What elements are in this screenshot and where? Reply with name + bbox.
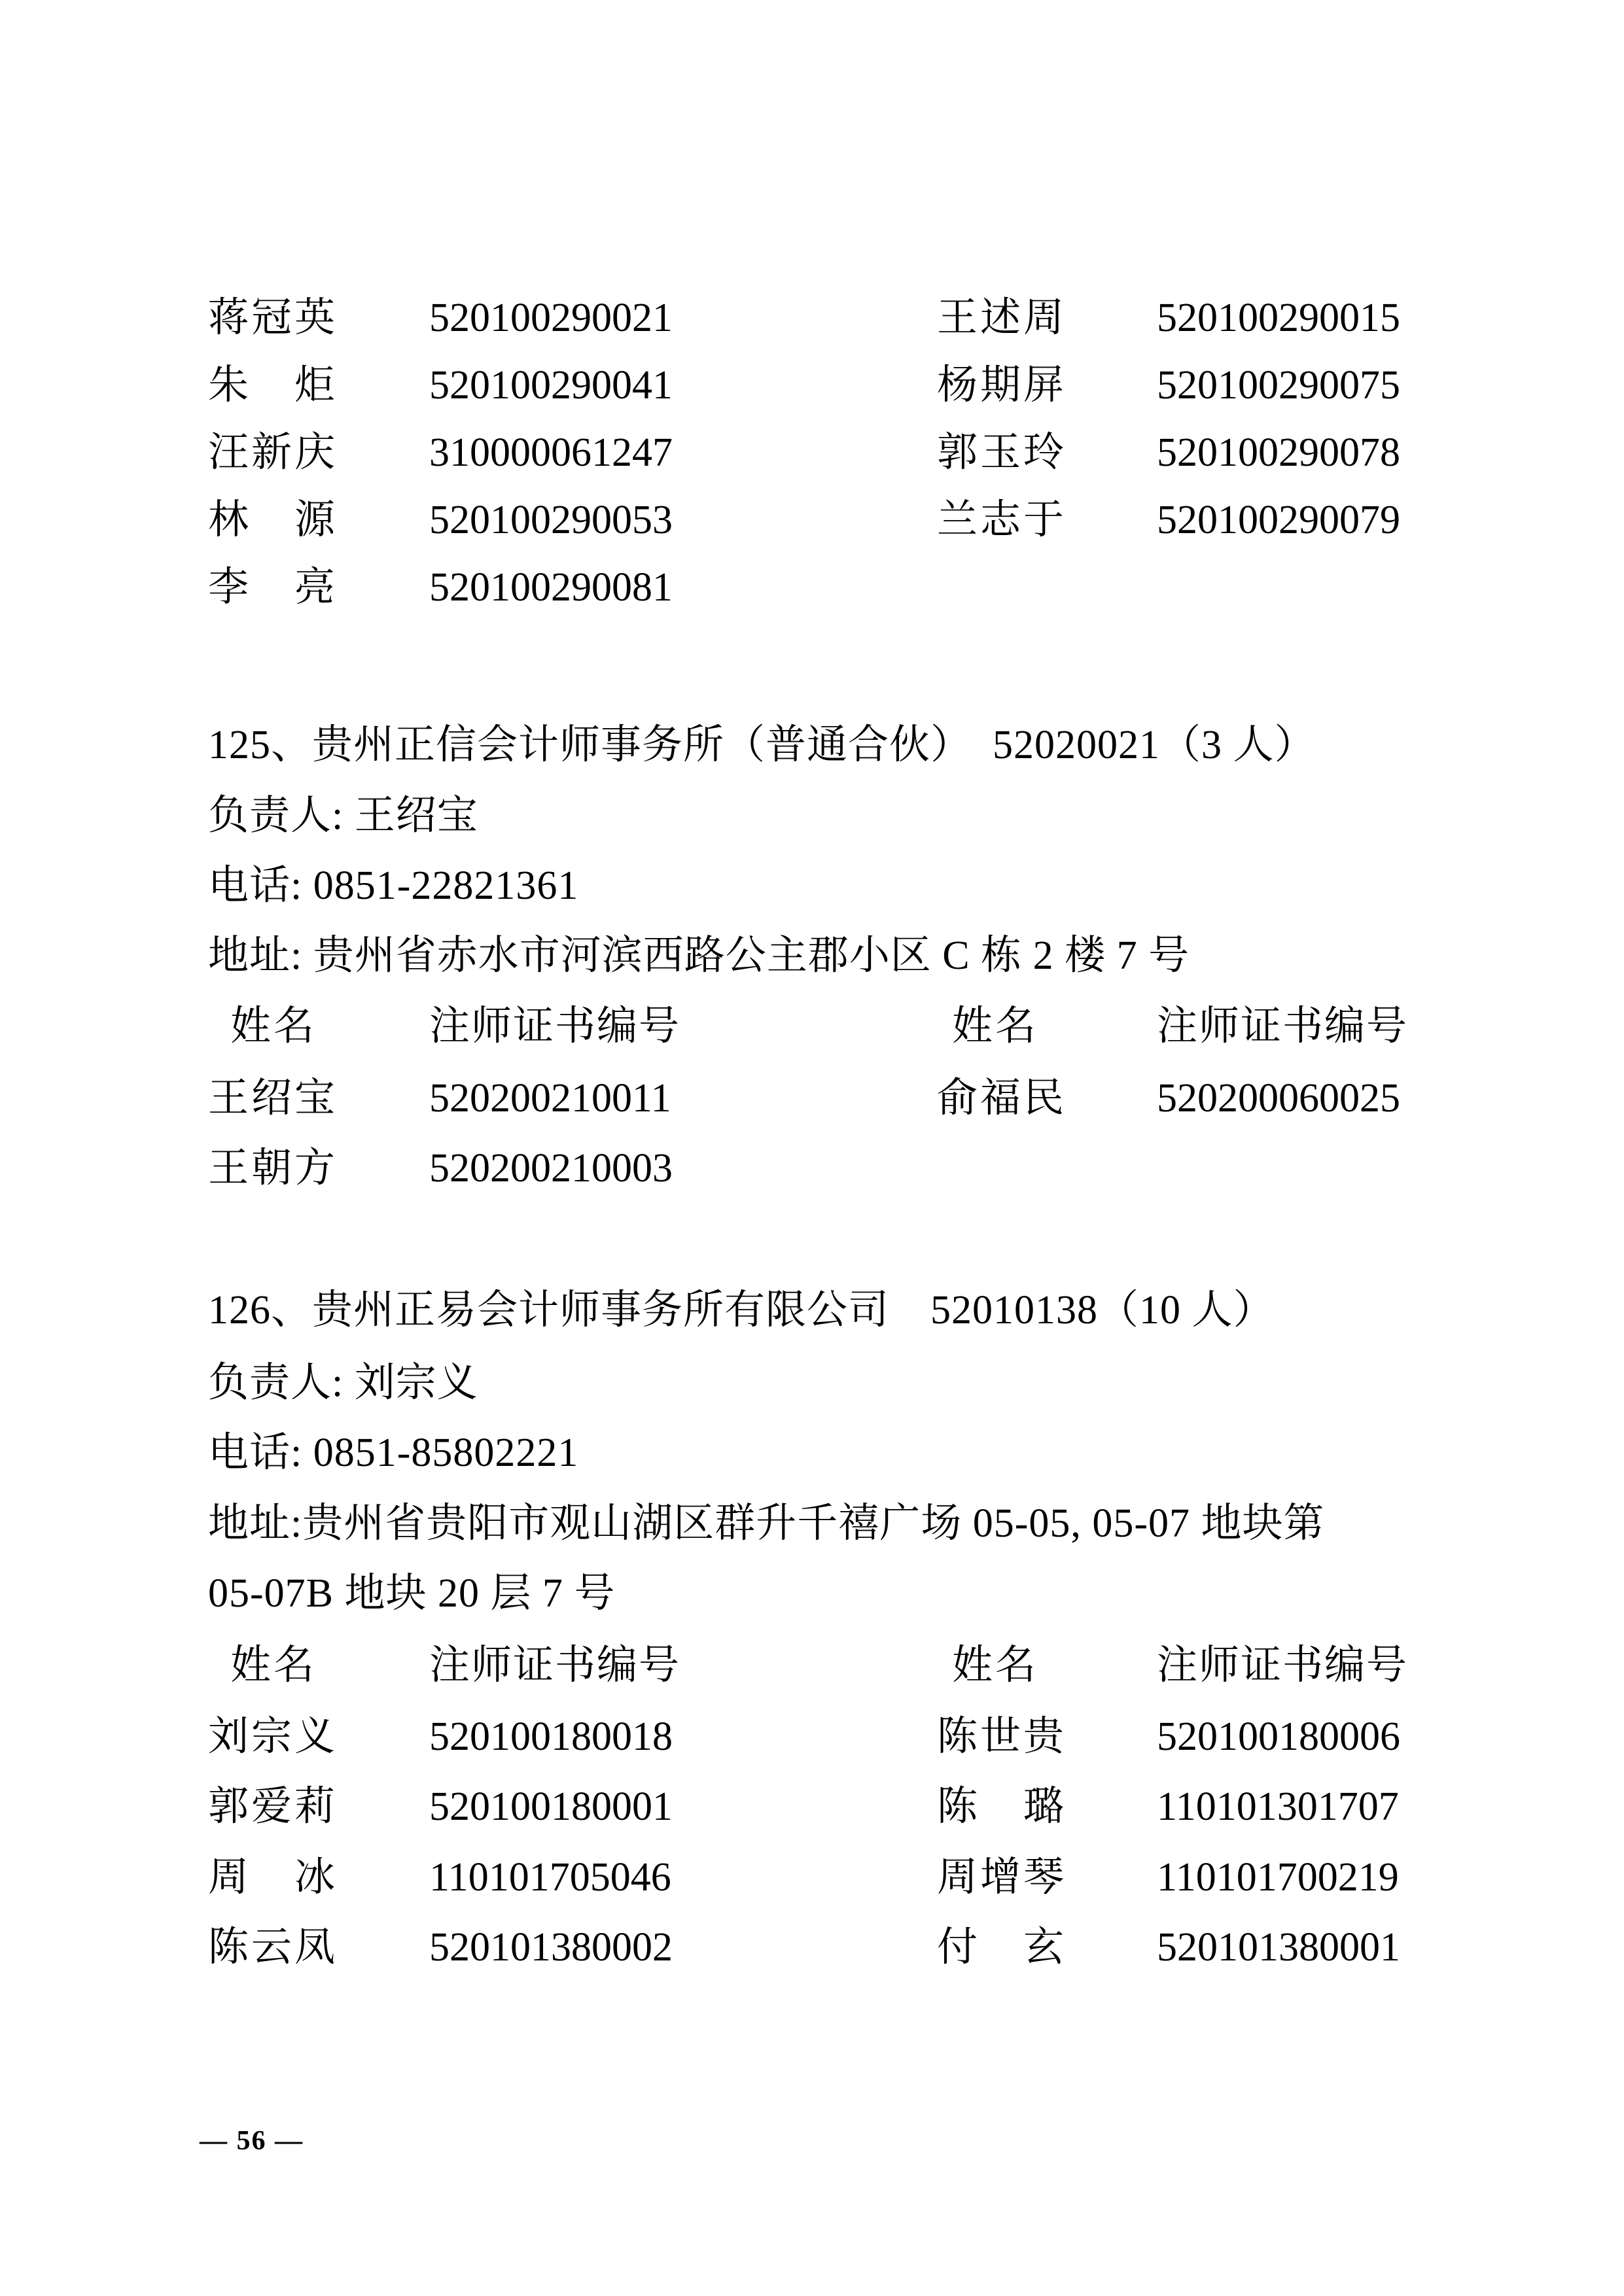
member-name: 陈世贵 [937, 1714, 1067, 1759]
table-header-row [0, 1006, 1624, 1058]
section-address-continued: 05-07B 地块 20 层 7 号 [208, 1571, 616, 1616]
column-header-name: 姓名 [952, 1004, 1039, 1049]
member-cert-no: 520101380002 [429, 1925, 673, 1970]
section-address: 地址:贵州省贵阳市观山湖区群升千禧广场 05-05, 05-07 地块第 [208, 1501, 1325, 1546]
column-header-name: 姓名 [952, 1643, 1039, 1688]
table-header-row [0, 1645, 1624, 1697]
member-cert-no: 520100290015 [1157, 296, 1400, 340]
table-row [0, 1078, 1624, 1130]
table-row [0, 567, 1624, 619]
table-row [0, 432, 1624, 485]
member-name: 刘宗义 [208, 1714, 338, 1759]
member-cert-no: 520100180006 [1157, 1714, 1400, 1759]
member-name: 王绍宝 [208, 1076, 338, 1121]
member-cert-no: 520200210011 [429, 1076, 671, 1121]
table-row [0, 1148, 1624, 1200]
member-name: 周增琴 [937, 1855, 1067, 1900]
page-number: — 56 — [200, 2126, 304, 2156]
member-name: 兰志于 [937, 498, 1067, 542]
table-row [0, 1716, 1624, 1769]
column-header-cert-no: 注师证书编号 [429, 1643, 681, 1688]
member-name: 郭玉玲 [937, 430, 1067, 475]
member-cert-no: 520200060025 [1157, 1076, 1400, 1121]
member-cert-no: 520100290041 [429, 363, 673, 408]
section-manager: 负责人: 刘宗义 [208, 1361, 478, 1405]
member-name: 付 玄 [937, 1925, 1067, 1970]
member-name: 郭爱莉 [208, 1784, 338, 1829]
member-cert-no: 310000061247 [429, 430, 673, 475]
member-cert-no: 110101705046 [429, 1855, 671, 1900]
member-cert-no: 110101700219 [1157, 1855, 1399, 1900]
member-cert-no: 520100290079 [1157, 498, 1400, 542]
section-title: 125、贵州正信会计师事务所（普通合伙） 52020021（3 人） [208, 723, 1316, 767]
table-row [0, 1927, 1624, 1979]
member-name: 周 冰 [208, 1855, 338, 1900]
member-name: 林 源 [208, 498, 338, 542]
member-name: 朱 炬 [208, 363, 338, 408]
member-cert-no: 520100180018 [429, 1714, 673, 1759]
table-row [0, 1786, 1624, 1839]
column-header-name: 姓名 [230, 1643, 317, 1688]
member-cert-no: 520100290053 [429, 498, 673, 542]
table-row [0, 500, 1624, 552]
member-name: 蒋冠英 [208, 296, 338, 340]
member-name: 陈 璐 [937, 1784, 1067, 1829]
section-title: 126、贵州正易会计师事务所有限公司 52010138（10 人） [208, 1288, 1275, 1332]
column-header-name: 姓名 [230, 1004, 317, 1049]
member-cert-no: 520100290078 [1157, 430, 1400, 475]
member-cert-no: 520100290081 [429, 565, 673, 610]
section-phone: 电话: 0851-85802221 [208, 1431, 579, 1475]
member-name: 王朝方 [208, 1146, 338, 1191]
column-header-cert-no: 注师证书编号 [429, 1004, 681, 1049]
member-cert-no: 520100180001 [429, 1784, 673, 1829]
table-row [0, 365, 1624, 417]
column-header-cert-no: 注师证书编号 [1157, 1643, 1409, 1688]
member-cert-no: 520200210003 [429, 1146, 673, 1191]
column-header-cert-no: 注师证书编号 [1157, 1004, 1409, 1049]
member-cert-no: 520101380001 [1157, 1925, 1400, 1970]
member-name: 陈云凤 [208, 1925, 338, 1970]
member-name: 俞福民 [937, 1076, 1067, 1121]
member-name: 李 亮 [208, 565, 338, 610]
member-name: 汪新庆 [208, 430, 338, 475]
section-address: 地址: 贵州省赤水市河滨西路公主郡小区 C 栋 2 楼 7 号 [208, 933, 1190, 978]
section-phone: 电话: 0851-22821361 [208, 863, 579, 908]
member-cert-no: 110101301707 [1157, 1784, 1399, 1829]
member-name: 王述周 [937, 296, 1067, 340]
member-cert-no: 520100290021 [429, 296, 673, 340]
table-row [0, 1857, 1624, 1909]
member-name: 杨期屏 [937, 363, 1067, 408]
section-manager: 负责人: 王绍宝 [208, 793, 478, 838]
member-cert-no: 520100290075 [1157, 363, 1400, 408]
table-row [0, 298, 1624, 350]
